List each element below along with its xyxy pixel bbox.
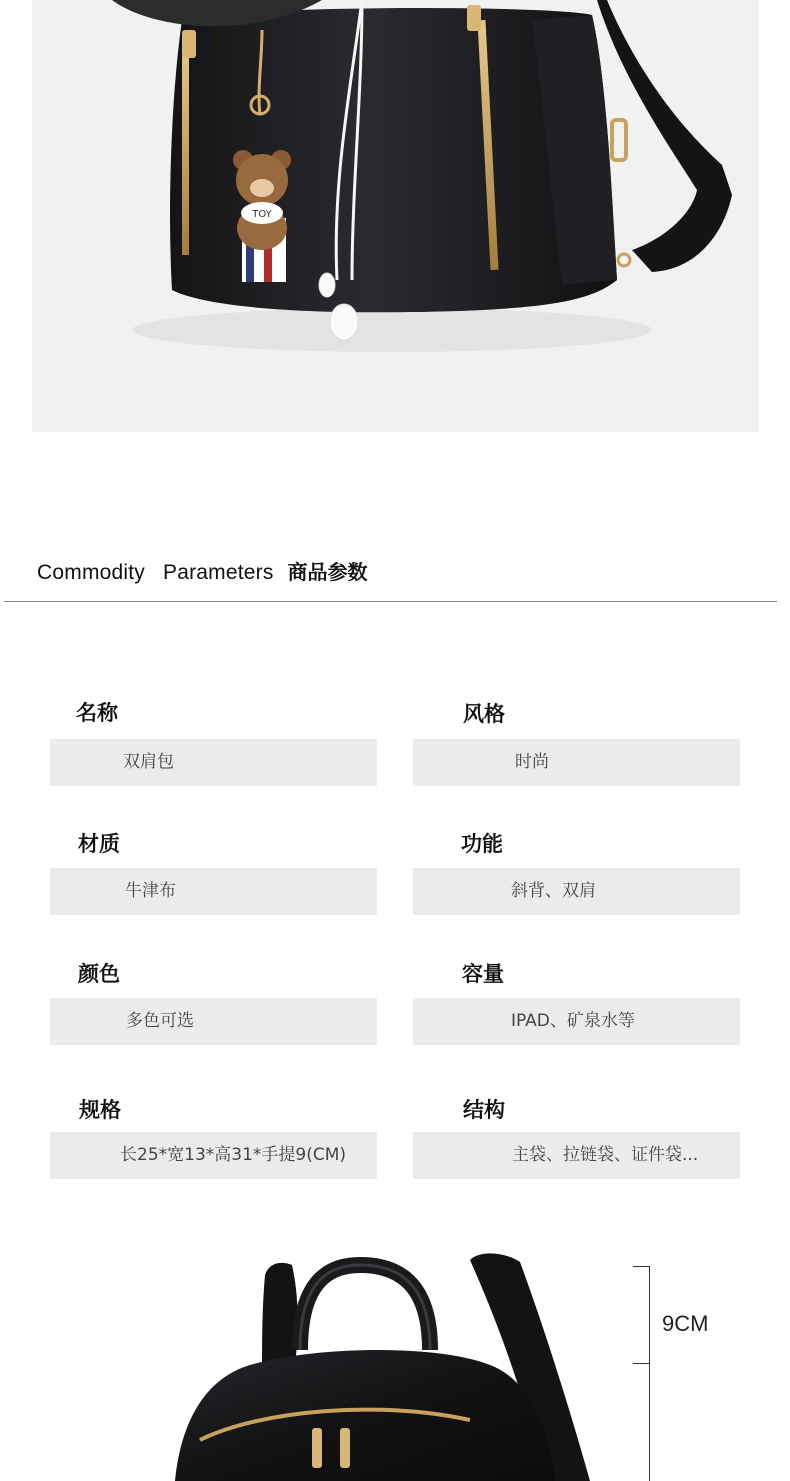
keychain-text: TOY: [252, 209, 272, 220]
param-label-structure: 结构: [463, 1098, 505, 1122]
param-label-name: 名称: [76, 701, 118, 725]
section-divider: [4, 601, 777, 602]
param-label-size: 规格: [79, 1098, 121, 1122]
product-photo-bottom: [0, 1240, 790, 1481]
param-label-color: 颜色: [78, 962, 120, 986]
param-value-color: 多色可选: [50, 998, 377, 1045]
dimension-label: 9CM: [662, 1311, 709, 1336]
backpack-illustration: [32, 0, 759, 432]
param-value-function: 斜背、双肩: [413, 868, 740, 915]
param-value-size: 长25*宽13*高31*手提9(CM): [50, 1132, 377, 1179]
product-photo-top: [32, 0, 759, 432]
param-label-material: 材质: [78, 832, 120, 856]
dimension-line: [649, 1266, 650, 1481]
section-title: [37, 557, 368, 587]
param-value-capacity: IPAD、矿泉水等: [413, 998, 740, 1045]
section-title-en-2: Parameters: [163, 561, 274, 584]
param-value-material: 牛津布: [50, 868, 377, 915]
param-label-function: 功能: [461, 832, 503, 856]
dimension-tick-mid: [633, 1363, 650, 1364]
param-value-style: 时尚: [413, 739, 740, 786]
dimension-tick-top: [633, 1266, 650, 1267]
param-value-name: 双肩包: [50, 739, 377, 786]
param-label-style: 风格: [463, 702, 505, 726]
backpack-front-illustration: [0, 1240, 790, 1481]
section-title-en-1: Commodity: [37, 561, 145, 584]
section-title-zh: 商品参数: [287, 560, 368, 584]
param-value-structure: 主袋、拉链袋、证件袋...: [413, 1132, 740, 1179]
param-label-capacity: 容量: [462, 962, 504, 986]
